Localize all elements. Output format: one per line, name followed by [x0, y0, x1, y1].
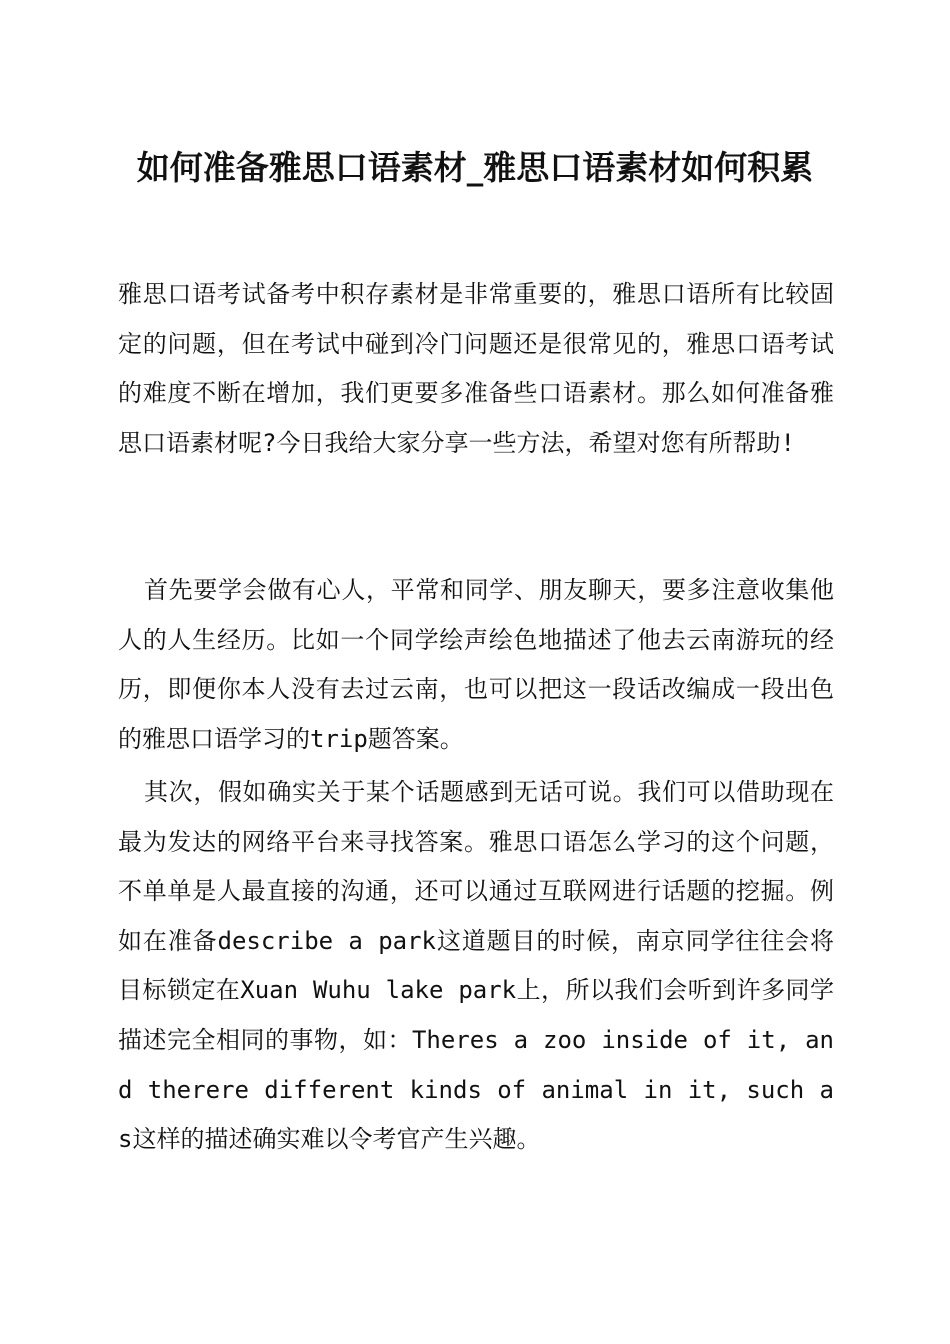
second-method-paragraph: 其次，假如确实关于某个话题感到无话可说。我们可以借助现在最为发达的网络平台来寻找答案。雅思口语怎么学习的这个问题，不单单是人最直接的沟通，还可以通过互联网进行话题的挖掘。例如在准备describe a park这道题目的时候，南京同学往往会将目标锁定在Xuan Wuhu lake park上，所以我们会听到许多同学描述完全相同的事物，如：Theres a zoo inside of it, and therere different kinds of animal in it, such as这样的描述确实难以令考官产生兴趣。 — [118, 778, 834, 1154]
page-title: 如何准备雅思口语素材_雅思口语素材如何积累 — [136, 148, 814, 187]
first-method-paragraph: 首先要学会做有心人，平常和同学、朋友聊天，要多注意收集他人的人生经历。比如一个同学绘声绘色地描述了他去云南游玩的经历，即便你本人没有去过云南，也可以把这一段话改编成一段出色的雅思口语学习的trip题答案。 — [118, 576, 834, 753]
intro-paragraph: 雅思口语考试备考中积存素材是非常重要的，雅思口语所有比较固定的问题，但在考试中碰到冷门问题还是很常见的，雅思口语考试的难度不断在增加，我们更要多准备些口语素材。那么如何准备雅思口语素材呢?今日我给大家分享一些方法，希望对您有所帮助! — [118, 280, 834, 457]
